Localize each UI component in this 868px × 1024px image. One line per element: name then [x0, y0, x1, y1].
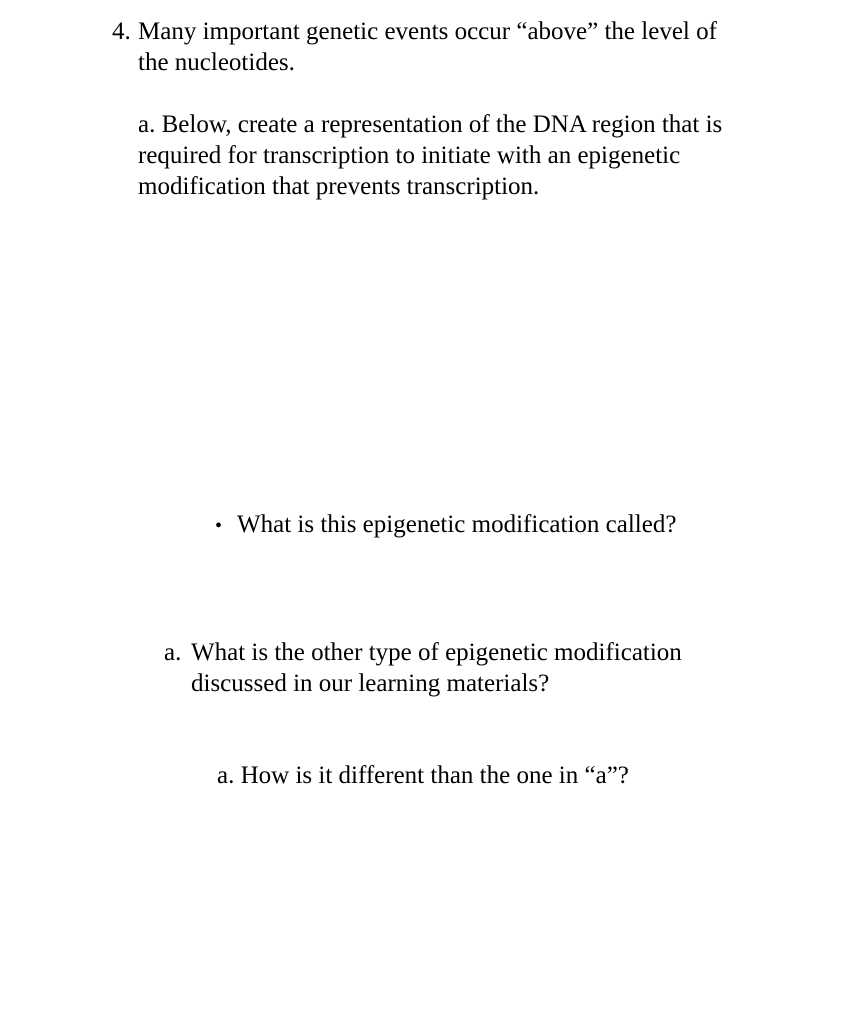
part-a-other-line-1: [164, 637, 682, 668]
part-a-other-text-2: discussed in our learning materials?: [191, 670, 550, 697]
part-a-other-modification: [164, 637, 682, 699]
part-a-drawing-prompt: [138, 109, 722, 202]
part-a-line-2: required for transcription to initiate with an epigenetic: [138, 142, 681, 169]
part-a-difference-question: [217, 760, 629, 791]
question-4-text-2: the nucleotides.: [138, 49, 295, 76]
part-a-other-text-1: What is the other type of epigenetic modification: [191, 639, 682, 666]
part-a-difference-text: a. How is it different than the one in “a”?: [217, 762, 629, 789]
bullet-question-text: What is this epigenetic modification called?: [237, 511, 677, 538]
question-4-number: 4.: [112, 18, 131, 45]
question-4-text-1: Many important genetic events occur “above” the level of: [138, 18, 717, 45]
part-a-line-3: modification that prevents transcription.: [138, 173, 540, 200]
bullet-question: [215, 509, 676, 542]
bullet-dot: •: [215, 515, 223, 537]
question-4-line-1: [112, 16, 717, 47]
part-a-line-1: a. Below, create a representation of the DNA region that is: [138, 111, 723, 138]
question-4: [112, 16, 717, 78]
part-a-other-number: a.: [164, 639, 182, 666]
